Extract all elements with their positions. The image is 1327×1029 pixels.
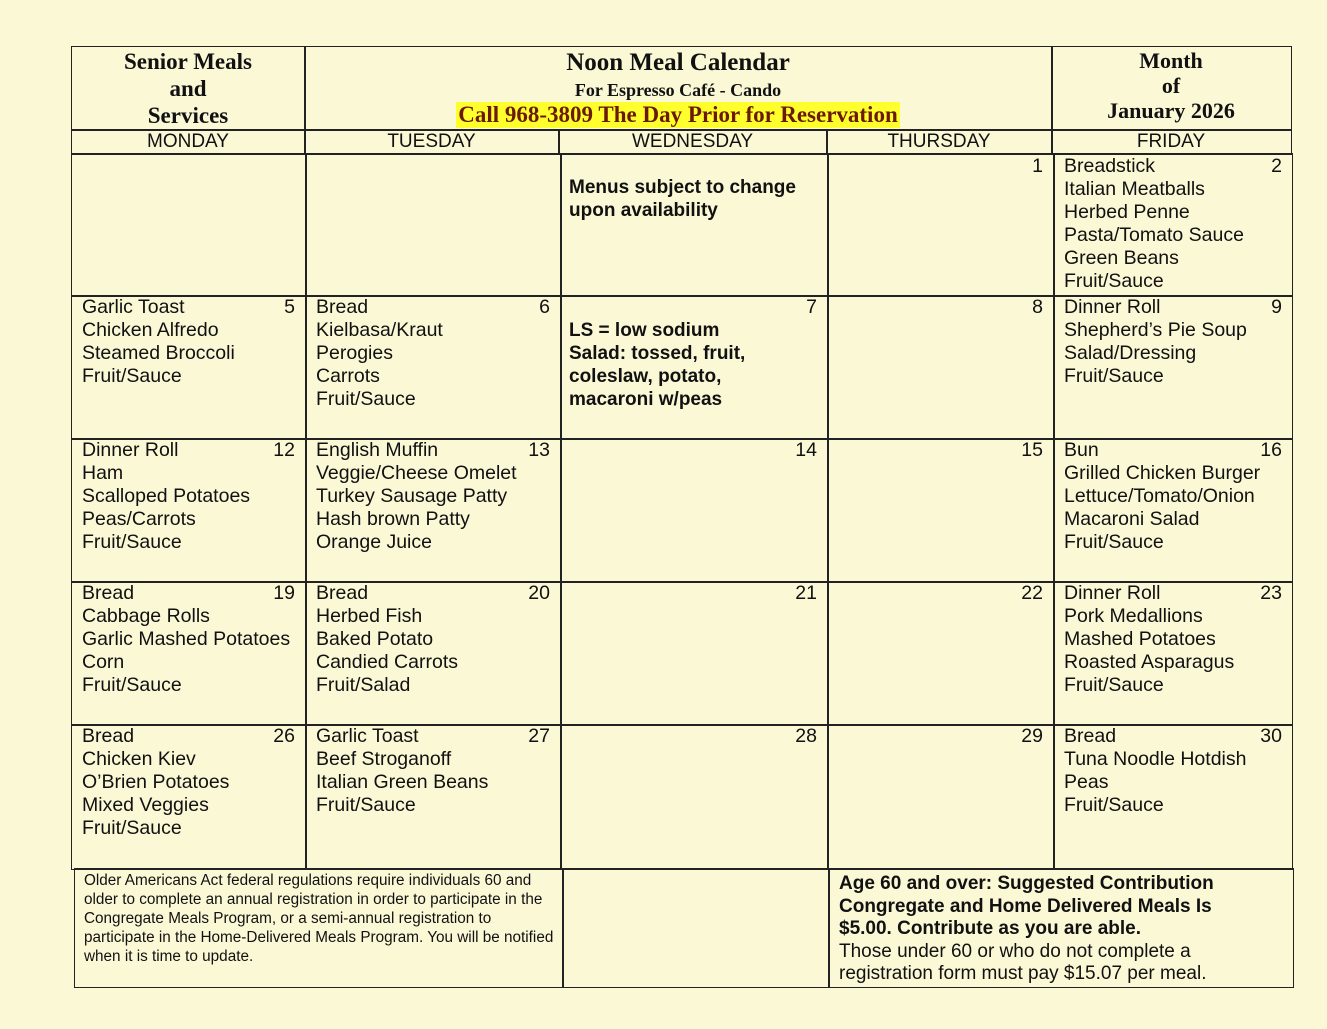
day-number: 22 [1021, 582, 1043, 604]
day-number: 26 [273, 725, 295, 747]
contribution-line: $5.00. Contribute as you are able. [839, 918, 1141, 939]
day-number: 8 [1032, 296, 1043, 318]
menu-item: Beef Stroganoff [316, 748, 452, 770]
menu-item: Scalloped Potatoes [82, 485, 251, 507]
note-line: Menus subject to change [569, 177, 796, 198]
menu-item: Bread [1064, 725, 1117, 747]
day-number: 30 [1260, 725, 1282, 747]
contribution-line: Age 60 and over: Suggested Contribution [839, 873, 1214, 894]
day-number: 1 [1032, 155, 1043, 177]
day-number: 7 [806, 296, 817, 318]
menu-item: Fruit/Sauce [316, 794, 416, 816]
menu-note [569, 319, 745, 411]
menu-item: Steamed Broccoli [82, 342, 235, 364]
menu-item: Orange Juice [316, 531, 432, 553]
day-number: 20 [528, 582, 550, 604]
menu-item: Pork Medallions [1064, 605, 1203, 627]
menu-item: Cabbage Rolls [82, 605, 210, 627]
contribution-line: registration form must pay $15.07 per meal. [839, 963, 1207, 984]
menu-item: Fruit/Sauce [316, 388, 416, 410]
menu-item: Shepherd’s Pie Soup [1064, 319, 1247, 341]
contribution-line: Those under 60 or who do not complete a [839, 940, 1191, 962]
page-title: Noon Meal Calendar [566, 49, 790, 76]
note-line: LS = low sodium [569, 320, 720, 341]
registration-notice: Older Americans Act federal regulations require individuals 60 and older to complete an annual registration in order to participate in the Congregate Meals Program, or a semi-annual registration to participate in the Home-Delivered Meals Program. You will be notified when it is time to update. [84, 872, 554, 965]
day-header-monday: MONDAY [147, 131, 229, 152]
grid-col-divider [1053, 153, 1055, 869]
menu-item: Roasted Asparagus [1064, 651, 1235, 673]
grid-col-divider [827, 153, 829, 869]
menu-item: Kielbasa/Kraut [316, 319, 443, 341]
org-name: Senior Meals and Services [124, 49, 252, 128]
day-number: 16 [1260, 439, 1282, 461]
menu-item: Candied Carrots [316, 651, 458, 673]
day-number: 14 [795, 439, 817, 461]
menu-item: Peas/Carrots [82, 508, 196, 530]
day-number: 23 [1260, 582, 1282, 604]
month-label: Month of January 2026 [1107, 48, 1235, 123]
note-line: coleslaw, potato, [569, 366, 722, 387]
menu-item: Bread [316, 582, 369, 604]
day-number: 28 [795, 725, 817, 747]
menu-item: Macaroni Salad [1064, 508, 1200, 530]
menu-item: Perogies [316, 342, 393, 364]
day-number: 19 [273, 582, 295, 604]
menu-item: Lettuce/Tomato/Onion [1064, 485, 1255, 507]
menu-item: Herbed Penne [1064, 201, 1190, 223]
footer-divider [828, 868, 830, 988]
grid-col-divider [305, 153, 307, 869]
menu-item: Fruit/Sauce [82, 531, 182, 553]
menu-item: Fruit/Sauce [1064, 365, 1164, 387]
day-number: 27 [528, 725, 550, 747]
menu-item: Grilled Chicken Burger [1064, 462, 1261, 484]
day-number: 12 [273, 439, 295, 461]
menu-item: Ham [82, 462, 124, 484]
day-header-thursday: THURSDAY [887, 131, 991, 152]
menu-item: Fruit/Sauce [1064, 794, 1164, 816]
menu-item: English Muffin [316, 439, 439, 461]
menu-item: Fruit/Salad [316, 674, 411, 696]
menu-item: O’Brien Potatoes [82, 771, 230, 793]
menu-item: Mixed Veggies [82, 794, 209, 816]
day-number: 21 [795, 582, 817, 604]
menu-item: Carrots [316, 365, 380, 387]
menu-item: Corn [82, 651, 125, 673]
note-line: upon availability [569, 200, 718, 221]
menu-item: Chicken Kiev [82, 748, 196, 770]
day-number: 15 [1021, 439, 1043, 461]
menu-item: Bread [316, 296, 369, 318]
note-line: macaroni w/peas [569, 389, 723, 410]
menu-item: Dinner Roll [1064, 296, 1161, 318]
contribution-notice [839, 873, 1289, 986]
menu-item: Fruit/Sauce [82, 674, 182, 696]
menu-item: Salad/Dressing [1064, 342, 1197, 364]
menu-item: Chicken Alfredo [82, 319, 219, 341]
menu-item: Tuna Noodle Hotdish [1064, 748, 1247, 770]
footer-divider [562, 868, 564, 988]
note-line: Salad: tossed, fruit, [569, 343, 746, 364]
menu-item: Breadstick [1064, 155, 1156, 177]
menu-item: Fruit/Sauce [1064, 270, 1164, 292]
subtitle: For Espresso Café - Cando [574, 80, 782, 100]
menu-item: Green Beans [1064, 247, 1179, 269]
menu-item: Fruit/Sauce [1064, 531, 1164, 553]
menu-item: Italian Meatballs [1064, 178, 1205, 200]
menu-item: Garlic Toast [316, 725, 419, 747]
menu-item: Baked Potato [316, 628, 434, 650]
menu-item: Garlic Mashed Potatoes [82, 628, 291, 650]
menu-item: Dinner Roll [1064, 582, 1161, 604]
menu-item: Fruit/Sauce [82, 365, 182, 387]
menu-item: Mashed Potatoes [1064, 628, 1216, 650]
reservation-notice: Call 968-3809 The Day Prior for Reservation [458, 102, 898, 127]
menu-item: Pasta/Tomato Sauce [1064, 224, 1244, 246]
menu-item: Veggie/Cheese Omelet [316, 462, 517, 484]
day-number: 13 [528, 439, 550, 461]
menu-item: Italian Green Beans [316, 771, 489, 793]
menu-item: Peas [1064, 771, 1109, 793]
menu-item: Hash brown Patty [316, 508, 470, 530]
menu-item: Bun [1064, 439, 1099, 461]
day-number: 9 [1271, 296, 1282, 318]
contribution-line: Congregate and Home Delivered Meals Is [839, 895, 1212, 917]
day-number: 2 [1271, 155, 1282, 177]
menu-item: Herbed Fish [316, 605, 423, 627]
day-number: 5 [284, 296, 295, 318]
menu-item: Fruit/Sauce [1064, 674, 1164, 696]
menu-note [569, 176, 796, 222]
menu-item: Bread [82, 582, 135, 604]
day-header-wednesday: WEDNESDAY [631, 131, 754, 152]
grid-col-divider [560, 153, 562, 869]
day-header-tuesday: TUESDAY [387, 131, 476, 152]
menu-item: Turkey Sausage Patty [316, 485, 508, 507]
menu-item: Garlic Toast [82, 296, 185, 318]
menu-item: Bread [82, 725, 135, 747]
calendar-header [304, 48, 1052, 128]
day-number: 6 [539, 296, 550, 318]
menu-item: Fruit/Sauce [82, 817, 182, 839]
day-header-friday: FRIDAY [1136, 131, 1206, 152]
day-number: 29 [1021, 725, 1043, 747]
menu-item: Dinner Roll [82, 439, 179, 461]
